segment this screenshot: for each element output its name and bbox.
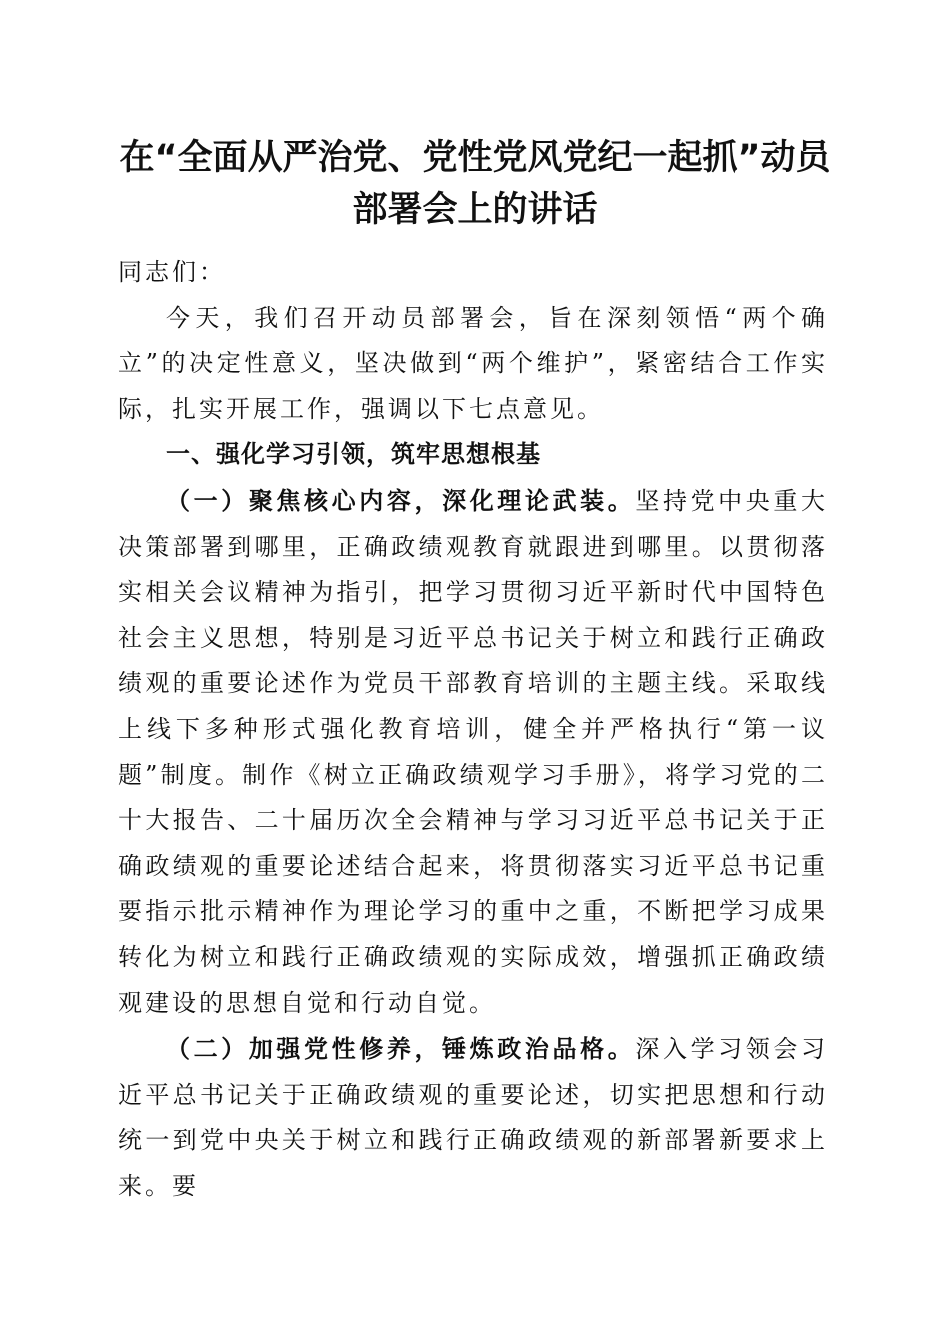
subsection-paragraph-2 (118, 1026, 828, 1209)
subsection-lead-2: （二）加强党性修养，锤炼政治品格。 (166, 1034, 636, 1064)
subsection-lead-1: （一）聚焦核心内容，深化理论武装。 (166, 485, 636, 515)
intro-paragraph: 今天，我们召开动员部署会，旨在深刻领悟“两个确立”的决定性意义，坚决做到“两个维护”，紧密结合工作实际，扎实开展工作，强调以下七点意见。 (118, 303, 828, 423)
subsection-text-1: 坚持党中央重大决策部署到哪里，正确政绩观教育就跟进到哪里。以贯彻落实相关会议精神为指引，把学习贯彻习近平新时代中国特色社会主义思想，特别是习近平总书记关于树立和践行正确政绩观的重要论述作为党员干部教育培训的主题主线。采取线上线下多种形式强化教育培训，健全并严格执行“第一议题”制度。制作《树立正确政绩观学习手册》，将学习党的二十大报告、二十届历次全会精神与学习习近平总书记关于正确政绩观的重要论述结合起来，将贯彻落实习近平总书记重要指示批示精神作为理论学习的重中之重，不断把学习成果转化为树立和践行正确政绩观的实际成效，增强抓正确政绩观建设的思想自觉和行动自觉。 (118, 486, 829, 1017)
document-body (118, 250, 828, 1209)
salutation: 同志们： (118, 258, 226, 286)
subsection-text-2: 深入学习领会习近平总书记关于正确政绩观的重要论述，切实把思想和行动统一到党中央关于树立和践行正确政绩观的新部署新要求上来。要 (118, 1035, 829, 1200)
section-heading: 一、强化学习引领，筑牢思想根基 (166, 440, 541, 469)
document-title: 在“全面从严治党、党性党风党纪一起抓”动员部署会上的讲话 (119, 138, 831, 230)
subsection-paragraph-1 (118, 478, 828, 1026)
